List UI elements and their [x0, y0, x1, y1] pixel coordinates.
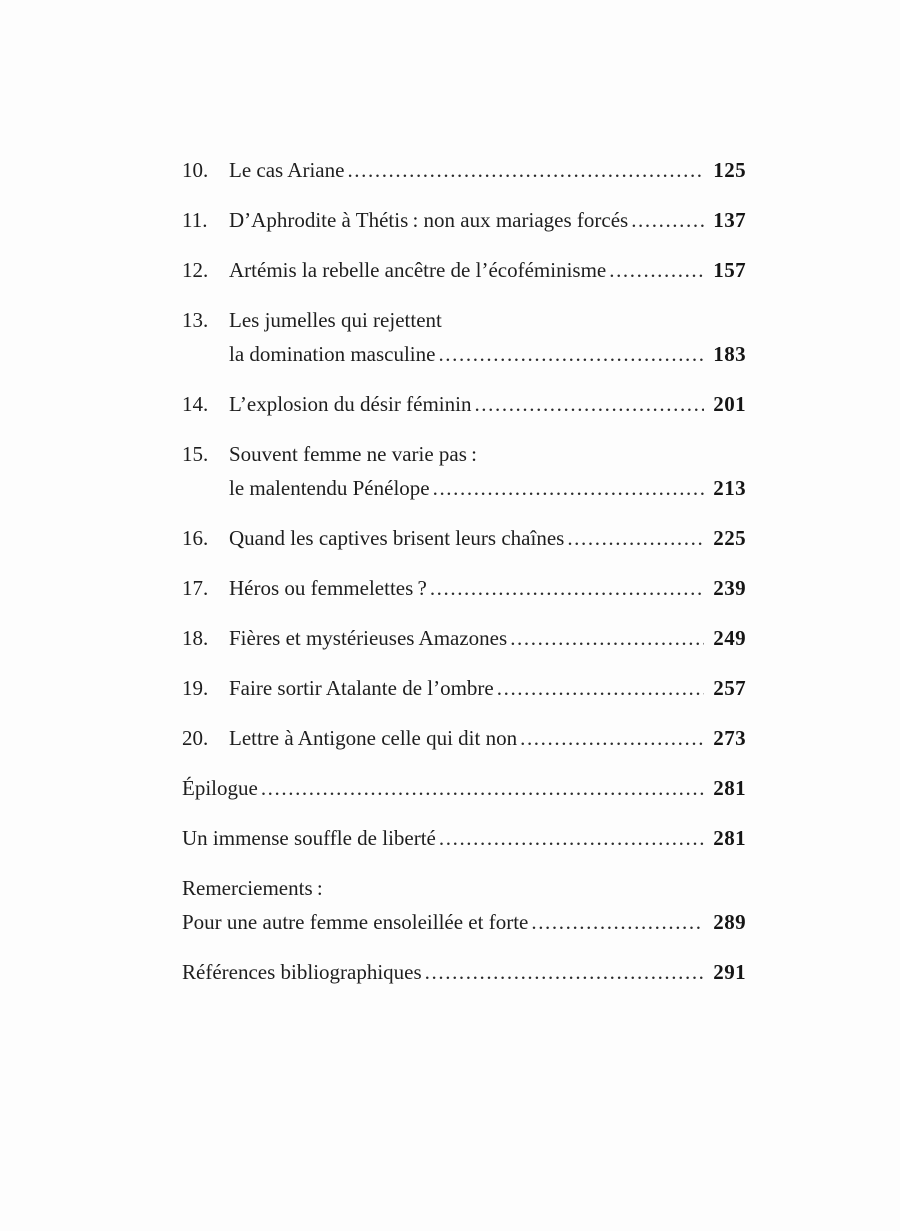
back-matter-section [182, 771, 746, 989]
chapter-number: 10. [182, 158, 209, 182]
page-number: 281 [713, 776, 746, 800]
page-number: 183 [713, 342, 746, 366]
toc-entry-ch10 [182, 153, 746, 187]
page-number: 157 [713, 258, 746, 282]
chapter-number: 20. [182, 726, 209, 750]
entry-line [229, 387, 746, 421]
chapter-number: 17. [182, 576, 209, 600]
section-title: Épilogue [182, 776, 258, 800]
entry-line [229, 253, 746, 287]
dot-leader [609, 253, 704, 287]
page-number: 201 [713, 392, 746, 416]
entry-body [229, 303, 746, 371]
chapter-number: 18. [182, 626, 209, 650]
entry-body [182, 955, 746, 989]
chapter-number: 13. [182, 308, 209, 332]
section-title-line2: Pour une autre femme ensoleillée et forte [182, 910, 529, 934]
entry-line [229, 471, 746, 505]
entry-body [229, 437, 746, 505]
toc-entry-ch13 [182, 303, 746, 371]
section-title: Un immense souffle de liberté [182, 826, 436, 850]
toc-entry-ch18 [182, 621, 746, 655]
chapter-title-line2: la domination masculine [229, 342, 436, 366]
entry-line [229, 621, 746, 655]
entry-line [229, 337, 746, 371]
page-number: 239 [713, 576, 746, 600]
chapter-title-line1: Les jumelles qui rejettent [229, 308, 442, 332]
chapter-title-line1: Souvent femme ne varie pas : [229, 442, 477, 466]
dot-leader [520, 721, 704, 755]
entry-line [229, 721, 746, 755]
entry-line [229, 571, 746, 605]
toc-entry-ch11 [182, 203, 746, 237]
dot-leader [531, 905, 704, 939]
entry-line [182, 771, 746, 805]
page-number: 257 [713, 676, 746, 700]
entry-body [229, 671, 746, 705]
toc-entry-ch15 [182, 437, 746, 505]
chapter-title: Faire sortir Atalante de l’ombre [229, 676, 494, 700]
entry-line [229, 303, 746, 337]
entry-line [229, 437, 746, 471]
chapter-number: 14. [182, 392, 209, 416]
entry-line [182, 905, 746, 939]
toc-entry-ch12 [182, 253, 746, 287]
dot-leader [425, 955, 705, 989]
entry-line [229, 521, 746, 555]
dot-leader [347, 153, 704, 187]
chapter-title: Quand les captives brisent leurs chaînes [229, 526, 565, 550]
entry-body [182, 871, 746, 939]
page-number: 281 [713, 826, 746, 850]
chapter-number: 16. [182, 526, 209, 550]
entry-body [229, 571, 746, 605]
entry-line [229, 153, 746, 187]
entry-body [229, 387, 746, 421]
chapter-number: 19. [182, 676, 209, 700]
dot-leader [497, 671, 705, 705]
page-number: 137 [713, 208, 746, 232]
dot-leader [430, 571, 704, 605]
dot-leader [439, 821, 704, 855]
dot-leader [474, 387, 704, 421]
chapter-title: Lettre à Antigone celle qui dit non [229, 726, 518, 750]
entry-line [182, 955, 746, 989]
dot-leader [261, 771, 704, 805]
page-number: 225 [713, 526, 746, 550]
chapter-title: Héros ou femmelettes ? [229, 576, 427, 600]
dot-leader [510, 621, 704, 655]
chapter-number: 15. [182, 442, 209, 466]
entry-line [182, 821, 746, 855]
toc-entry-references [182, 955, 746, 989]
entry-line [229, 671, 746, 705]
dot-leader [433, 471, 705, 505]
toc-entry-ch17 [182, 571, 746, 605]
entry-body [182, 771, 746, 805]
entry-body [182, 821, 746, 855]
entry-body [229, 203, 746, 237]
entry-body [229, 153, 746, 187]
page-number: 213 [713, 476, 746, 500]
chapter-title-line2: le malentendu Pénélope [229, 476, 430, 500]
entry-body [229, 253, 746, 287]
chapter-title: Fières et mystérieuses Amazones [229, 626, 508, 650]
entry-line [229, 203, 746, 237]
page-number: 273 [713, 726, 746, 750]
chapter-title: D’Aphrodite à Thétis : non aux mariages forcés [229, 208, 629, 232]
chapter-title: Le cas Ariane [229, 158, 345, 182]
toc-entry-ch14 [182, 387, 746, 421]
page-number: 249 [713, 626, 746, 650]
entry-body [229, 521, 746, 555]
chapter-number: 11. [182, 208, 208, 232]
toc-entry-ch20 [182, 721, 746, 755]
chapter-title: Artémis la rebelle ancêtre de l’écoféminisme [229, 258, 607, 282]
page-number: 289 [713, 910, 746, 934]
page-number: 291 [713, 960, 746, 984]
toc-entry-ch19 [182, 671, 746, 705]
section-title: Références bibliographiques [182, 960, 422, 984]
toc-entry-ch16 [182, 521, 746, 555]
toc-entry-epilogue [182, 771, 746, 805]
dot-leader [567, 521, 704, 555]
toc-entry-remerciements [182, 871, 746, 939]
table-of-contents [182, 153, 746, 1005]
entry-body [229, 621, 746, 655]
entry-body [229, 721, 746, 755]
dot-leader [438, 337, 704, 371]
chapter-title: L’explosion du désir féminin [229, 392, 472, 416]
entry-line [182, 871, 746, 905]
section-title-line1: Remerciements : [182, 876, 323, 900]
page-number: 125 [713, 158, 746, 182]
toc-entry-souffle-liberte [182, 821, 746, 855]
chapter-number: 12. [182, 258, 209, 282]
dot-leader [631, 203, 704, 237]
